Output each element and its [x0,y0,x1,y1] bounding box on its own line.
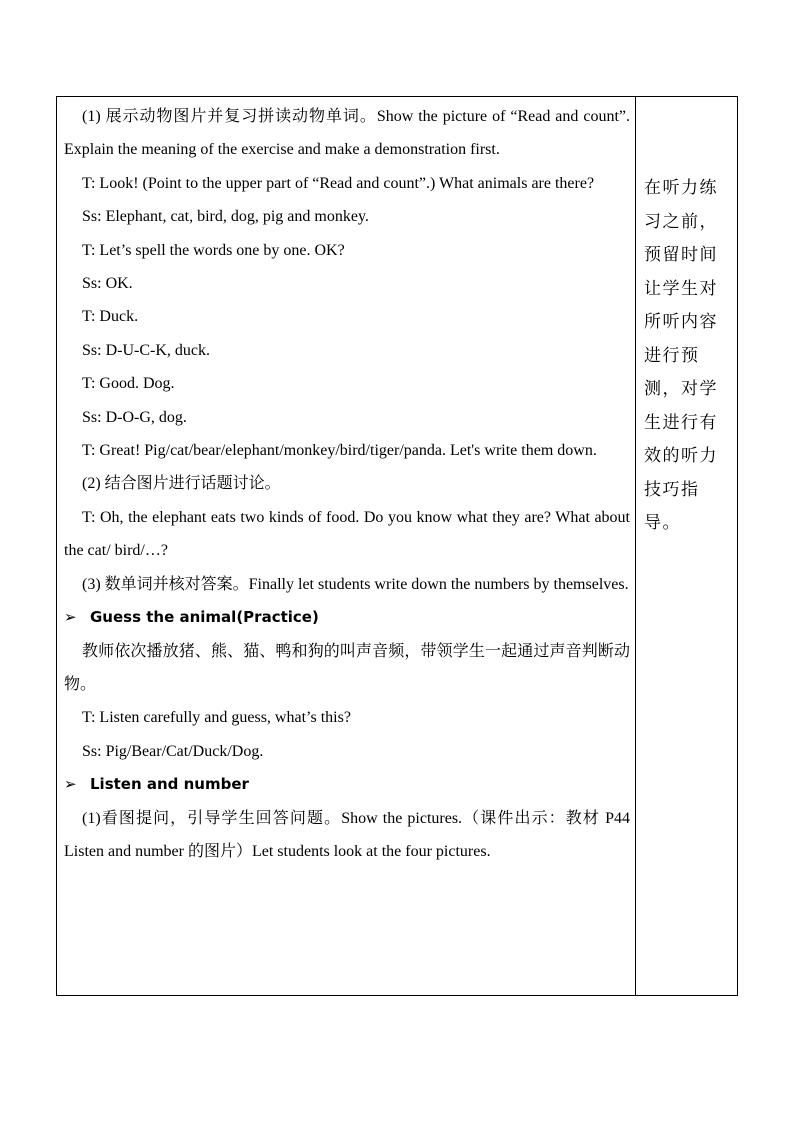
heading-text: Guess the animal(Practice) [90,608,319,627]
paragraph-3: Ss: Elephant, cat, bird, dog, pig and monkey. [82,208,369,226]
section-heading-listen [64,768,630,801]
heading-text: Listen and number [90,775,249,794]
paragraph-9: Ss: D-O-G, dog. [82,408,187,426]
paragraph-15: T: Listen carefully and guess, what’s this? [82,709,351,727]
paragraph-5: Ss: OK. [82,275,133,293]
arrow-bullet-icon: ➢ [64,775,77,794]
paragraph-12: T: Oh, the elephant eats two kinds of food. Do you know what they are? What about the cat/ bird/…? [64,508,630,560]
paragraph-8: T: Good. Dog. [82,375,175,393]
paragraph-6: T: Duck. [82,308,139,326]
column-divider [635,96,636,996]
side-note: 在听力练习之前，预留时间让学生对所听内容进行预测，对学生进行有效的听力技巧指导。 [644,178,718,533]
paragraph-16: Ss: Pig/Bear/Cat/Duck/Dog. [82,742,264,760]
paragraph-13: (3) 数单词并核对答案。Finally let students write down the numbers by themselves. [82,575,629,593]
paragraph-17: (1)看图提问，引导学生回答问题。Show the pictures.（课件出示：教材 P44 Listen and number 的图片）Let students look at the four pictures. [64,809,630,860]
paragraph-1: (1) 展示动物图片并复习拼读动物单词。Show the picture of “Read and count”. Explain the meaning of the exercise and make a demonstration first. [64,108,630,159]
section-heading-guess [64,601,630,634]
paragraph-11: (2) 结合图片进行话题讨论。 [82,475,281,493]
paragraph-14: 教师依次播放猪、熊、猫、鸭和狗的叫声音频，带领学生一起通过声音判断动物。 [64,642,630,693]
paragraph-4: T: Let’s spell the words one by one. OK? [82,241,345,259]
paragraph-10: T: Great! Pig/cat/bear/elephant/monkey/bird/tiger/panda. Let's write them down. [82,442,597,460]
arrow-bullet-icon: ➢ [64,608,77,627]
paragraph-7: Ss: D-U-C-K, duck. [82,341,210,359]
paragraph-2: T: Look! (Point to the upper part of “Read and count”.) What animals are there? [82,174,595,192]
procedure-column [64,100,630,868]
